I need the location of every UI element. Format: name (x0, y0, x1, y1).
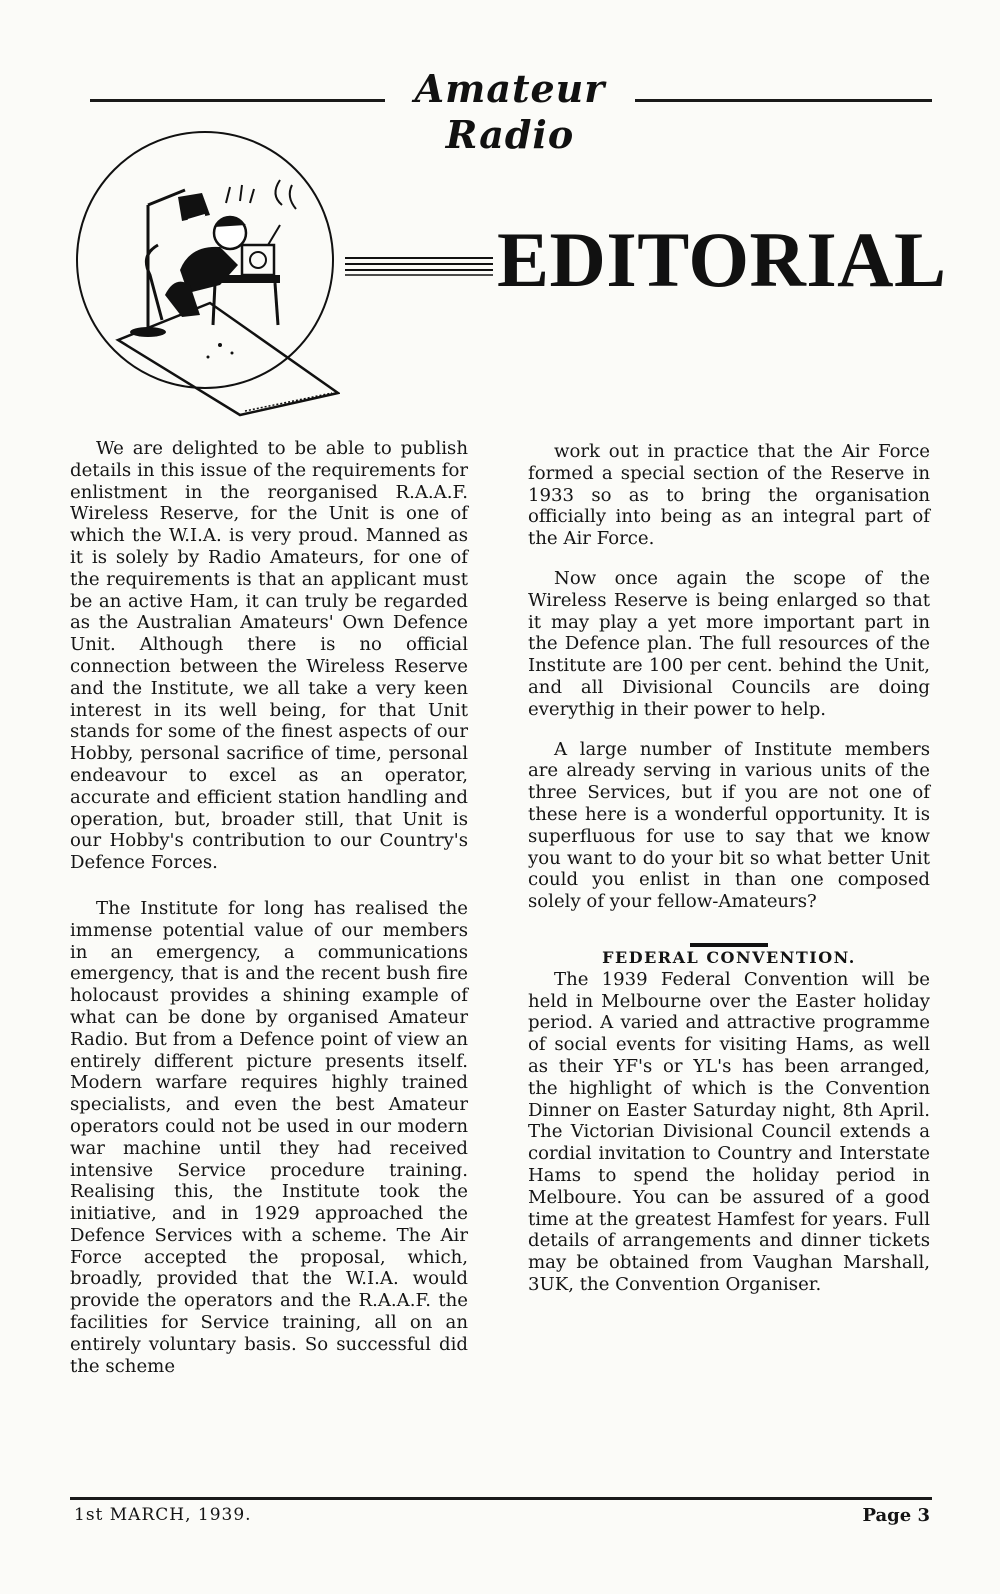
masthead-rule-right (628, 99, 932, 102)
left-column (70, 438, 468, 1377)
editorial-title: EDITORIAL (497, 216, 947, 303)
radio-operator-cartoon-icon (70, 125, 340, 420)
paragraph-1: We are delighted to be able to publish details in this issue of the requirements for enlistment in the reorganised R.A.A.F. Wireless Reserve, for the Unit is one of which the W.I.A. is very proud. Manned as it is solely by Radio Amateurs, for one of the requirements is that an applicant must be an active Ham, it can truly be regarded as the Australian Amateurs' Own Defence Unit. Although there is no official connection between the Wireless Reserve and the Institute, we all take a very keen interest in its well being, for that Unit stands for some of the finest aspects of our Hobby, personal sacrifice of time, personal endeavour to excel as an operator, accurate and efficient station handling and operation, but, broader still, that Unit is our Hobby's contribution to our Country's Defence Forces. (70, 438, 468, 874)
paragraph-4: Now once again the scope of the Wireless Reserve is being enlarged so that it may play a yet more important part in the Defence plan. The full resources of the Institute are 100 per cent. behind the Unit, and all Divisional Councils are doing everythig in their power to help. (528, 567, 930, 720)
leader-lines (345, 255, 493, 277)
footer-rule (70, 1497, 932, 1500)
masthead-title: Amateur Radio (385, 66, 635, 158)
section-heading: FEDERAL CONVENTION. (602, 947, 856, 967)
issue-date: 1st MARCH, 1939. (74, 1505, 252, 1525)
page-number: Page 3 (862, 1505, 930, 1526)
masthead-rule-left (90, 99, 390, 102)
paragraph-3: work out in practice that the Air Force formed a special section of the Reserve in 1933 so as to bring the organisation officially into being as an integral part of the Air Force. (528, 441, 930, 550)
paragraph-5: A large number of Institute members are already serving in various units of the three Services, but if you are not one of these here is a wonderful opportunity. It is superfluous for use to say that we know you want to do your bit so what better Unit could you enlist in than one composed solely of your fellow-Amateurs? (528, 738, 930, 913)
convention-paragraph: The 1939 Federal Convention will be held in Melbourne over the Easter holiday period. A varied and attractive programme of social events for visiting Hams, as well as their YF's or YL's has been arranged, the highlight of which is the Convention Dinner on Easter Saturday night, 8th April. The Victorian Divisional Council extends a cordial invitation to Country and Interstate Hams to spend the holiday period in Melboure. You can be assured of a good time at the greatest Hamfest for years. Full details of arrangements and dinner tickets may be obtained from Vaughan Marshall, 3UK, the Convention Organiser. (528, 968, 930, 1295)
right-column (528, 441, 930, 1296)
paragraph-2: The Institute for long has realised the immense potential value of our members in an emergency, a communications emergency, that is and the recent bush fire holocaust provides a shining example of what can be done by organised Amateur Radio. But from a Defence point of view an entirely different picture presents itself. Modern warfare requires highly trained specialists, and even the best Amateur operators could not be used in our modern war machine until they had received intensive Service procedure training. Realising this, the Institute took the initiative, and in 1929 approached the Defence Services with a scheme. The Air Force accepted the proposal, which, broadly, provided that the W.I.A. would provide the operators and the R.A.A.F. the facilities for Service training, all on an entirely voluntary basis. So successful did the scheme (70, 897, 468, 1377)
